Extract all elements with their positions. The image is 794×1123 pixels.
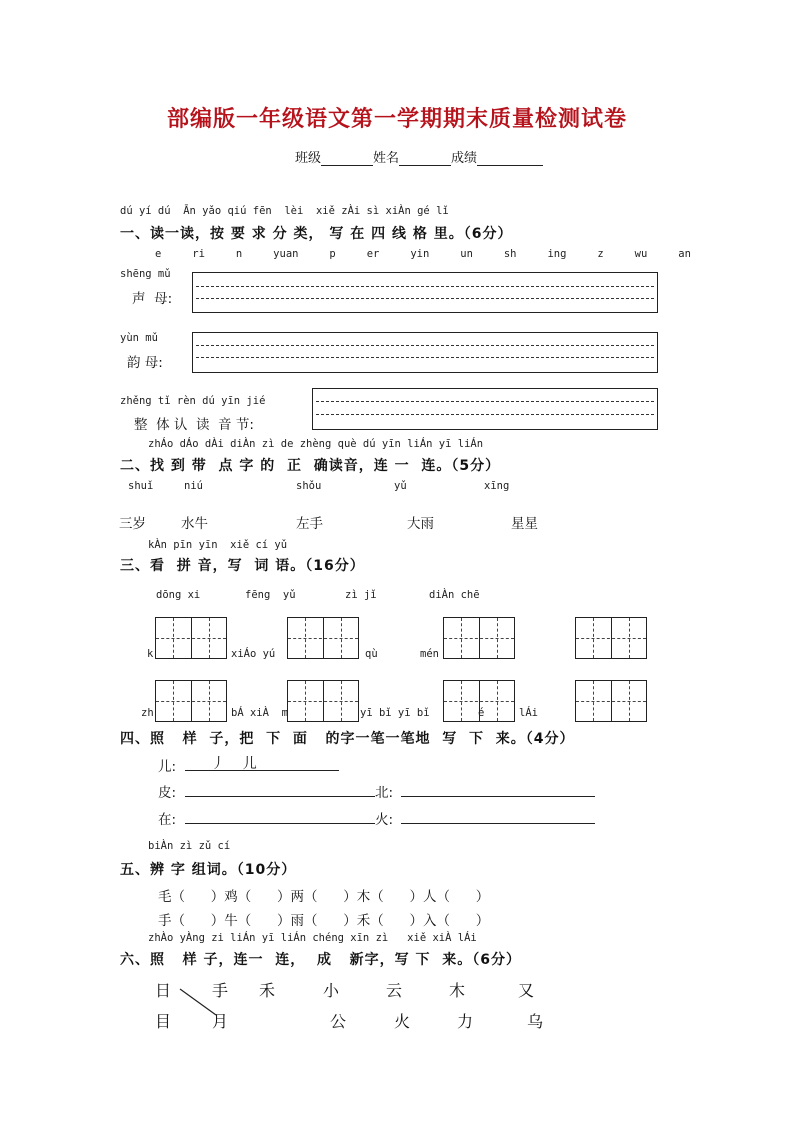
stroke-answer-bei[interactable] (401, 796, 595, 797)
yunmu-pinyin: yùn mǔ (120, 332, 158, 344)
word-2[interactable]: 水牛 (181, 516, 208, 532)
yunmu-four-line-grid[interactable] (192, 332, 658, 373)
s3-word-4-pinyin: diÀn chē (429, 589, 480, 601)
reading-1[interactable]: shuǐ (128, 480, 154, 492)
s3-word-3-pinyin: zì jǐ (345, 589, 377, 601)
writing-grid[interactable] (575, 680, 647, 722)
s6-heading: 六、照 样 子，连一 连， 成 新字，写 下 来。（6分） (120, 952, 521, 968)
s3-row3-pinyin-1: zh (141, 707, 154, 719)
word-1[interactable]: 三岁 (119, 516, 146, 532)
writing-grid[interactable] (155, 617, 227, 659)
word-3[interactable]: 左手 (296, 516, 323, 532)
name-blank[interactable] (399, 165, 451, 166)
s4-heading: 四、照 样 子，把 下 面 的字一笔一笔地 写 下 来。（4分） (120, 731, 575, 747)
stroke-example: 丿 儿 (211, 756, 257, 772)
stroke-answer-zai[interactable] (185, 823, 375, 824)
s6-top-char[interactable]: 又 (518, 981, 535, 1000)
s6-pinyin: zhÀo yÀng zi liÁn yī liÁn chéng xīn zì xiě xiÀ lÁi (148, 932, 477, 944)
s3-row2-pinyin-4: mén (420, 648, 439, 660)
s6-top-char[interactable]: 日 (155, 981, 172, 1000)
s6-bottom-char[interactable]: 月 (212, 1012, 229, 1031)
s3-row3-pinyin-2: bÁ xiÀ m (231, 707, 288, 719)
zhengti-four-line-grid[interactable] (312, 388, 658, 430)
student-info-line (295, 147, 543, 166)
s3-word-2-pinyin: fēng yǔ (245, 589, 296, 601)
s6-bottom-char[interactable]: 力 (457, 1012, 474, 1031)
stroke-item-er: 儿: (158, 759, 177, 775)
s3-row3-pinyin-3: yī bǐ yī bǐ (360, 707, 430, 719)
s3-row3-pinyin-4: é (478, 707, 485, 719)
reading-3[interactable]: shǒu (296, 480, 322, 492)
score-blank[interactable] (477, 165, 543, 166)
s3-row2-pinyin-2: xiÁo yú (231, 648, 276, 660)
s5-row-2[interactable]: 手（ ）牛（ ）雨（ ）禾（ ）入（ ） (158, 913, 490, 929)
reading-4[interactable]: yǔ (394, 480, 407, 492)
shengmu-four-line-grid[interactable] (192, 272, 658, 313)
s6-top-char[interactable]: 禾 (259, 981, 276, 1000)
score-label: 成绩 (451, 151, 478, 166)
writing-grid[interactable] (287, 617, 359, 659)
page-title: 部编版一年级语文第一学期期末质量检测试卷 (166, 106, 627, 132)
s3-row2-pinyin-1: k (147, 648, 154, 660)
zhengti-pinyin: zhěng tǐ rèn dú yīn jié (120, 395, 266, 407)
s1-pinyin: dú yí dú Ān yǎo qiú fēn lèi xiě zÀi sì xiÀn gé lǐ (120, 205, 449, 217)
s6-top-char[interactable]: 小 (323, 981, 340, 1000)
s5-row-1[interactable]: 毛（ ）鸡（ ）两（ ）木（ ）人（ ） (158, 889, 490, 905)
s6-bottom-char[interactable]: 乌 (527, 1012, 544, 1031)
stroke-item-huo: 火: (375, 812, 394, 828)
stroke-item-pi: 皮: (158, 785, 177, 801)
s6-bottom-char[interactable]: 目 (155, 1012, 172, 1031)
s3-row3-pinyin-5: lÁi (519, 707, 538, 719)
word-5[interactable]: 星星 (511, 516, 538, 532)
s5-heading: 五、辨 字 组词。（10分） (120, 862, 297, 878)
class-label: 班级 (295, 151, 322, 166)
writing-grid[interactable] (155, 680, 227, 722)
class-blank[interactable] (321, 165, 373, 166)
shengmu-pinyin: shēng mǔ (120, 268, 171, 280)
yunmu-label: 韵 母: (127, 355, 163, 371)
s6-bottom-char[interactable]: 公 (330, 1012, 347, 1031)
reading-5[interactable]: xīng (484, 480, 510, 492)
shengmu-label: 声 母: (132, 291, 173, 307)
writing-grid[interactable] (575, 617, 647, 659)
reading-2[interactable]: niú (184, 480, 203, 492)
word-4[interactable]: 大雨 (407, 516, 434, 532)
s3-row2-pinyin-3: qù (365, 648, 378, 660)
stroke-item-bei: 北: (375, 785, 394, 801)
s3-heading: 三、看 拼 音，写 词 语。（16分） (120, 558, 365, 574)
stroke-answer-er[interactable] (185, 753, 339, 771)
writing-grid[interactable] (443, 617, 515, 659)
s3-word-1-pinyin: dōng xi (156, 589, 201, 601)
s6-top-char[interactable]: 木 (449, 981, 466, 1000)
s3-pinyin: kÀn pīn yīn xiě cí yǔ (148, 539, 288, 551)
s6-bottom-char[interactable]: 火 (394, 1012, 411, 1031)
s5-pinyin: biÀn zì zǔ cí (148, 840, 231, 852)
s6-top-char[interactable]: 云 (386, 981, 403, 1000)
stroke-answer-huo[interactable] (401, 823, 595, 824)
name-label: 姓名 (373, 151, 400, 166)
s1-letters: e ri n yuan p er yin un sh ing z wu an (155, 248, 691, 260)
s2-pinyin: zhÁo dÁo dÀi diÀn zì de zhèng què dú yīn liÁn yī liÁn (148, 438, 484, 450)
stroke-item-zai: 在: (158, 812, 177, 828)
writing-grid[interactable] (287, 680, 359, 722)
s1-heading: 一、读一读，按 要 求 分 类， 写 在 四 线 格 里。（6分） (120, 226, 513, 242)
s6-top-char[interactable]: 手 (212, 981, 229, 1000)
zhengti-label: 整 体 认 读 音 节: (134, 417, 254, 433)
stroke-answer-pi[interactable] (185, 796, 375, 797)
s2-heading: 二、找 到 带 点 字 的 正 确读音，连 一 连。（5分） (120, 458, 501, 474)
